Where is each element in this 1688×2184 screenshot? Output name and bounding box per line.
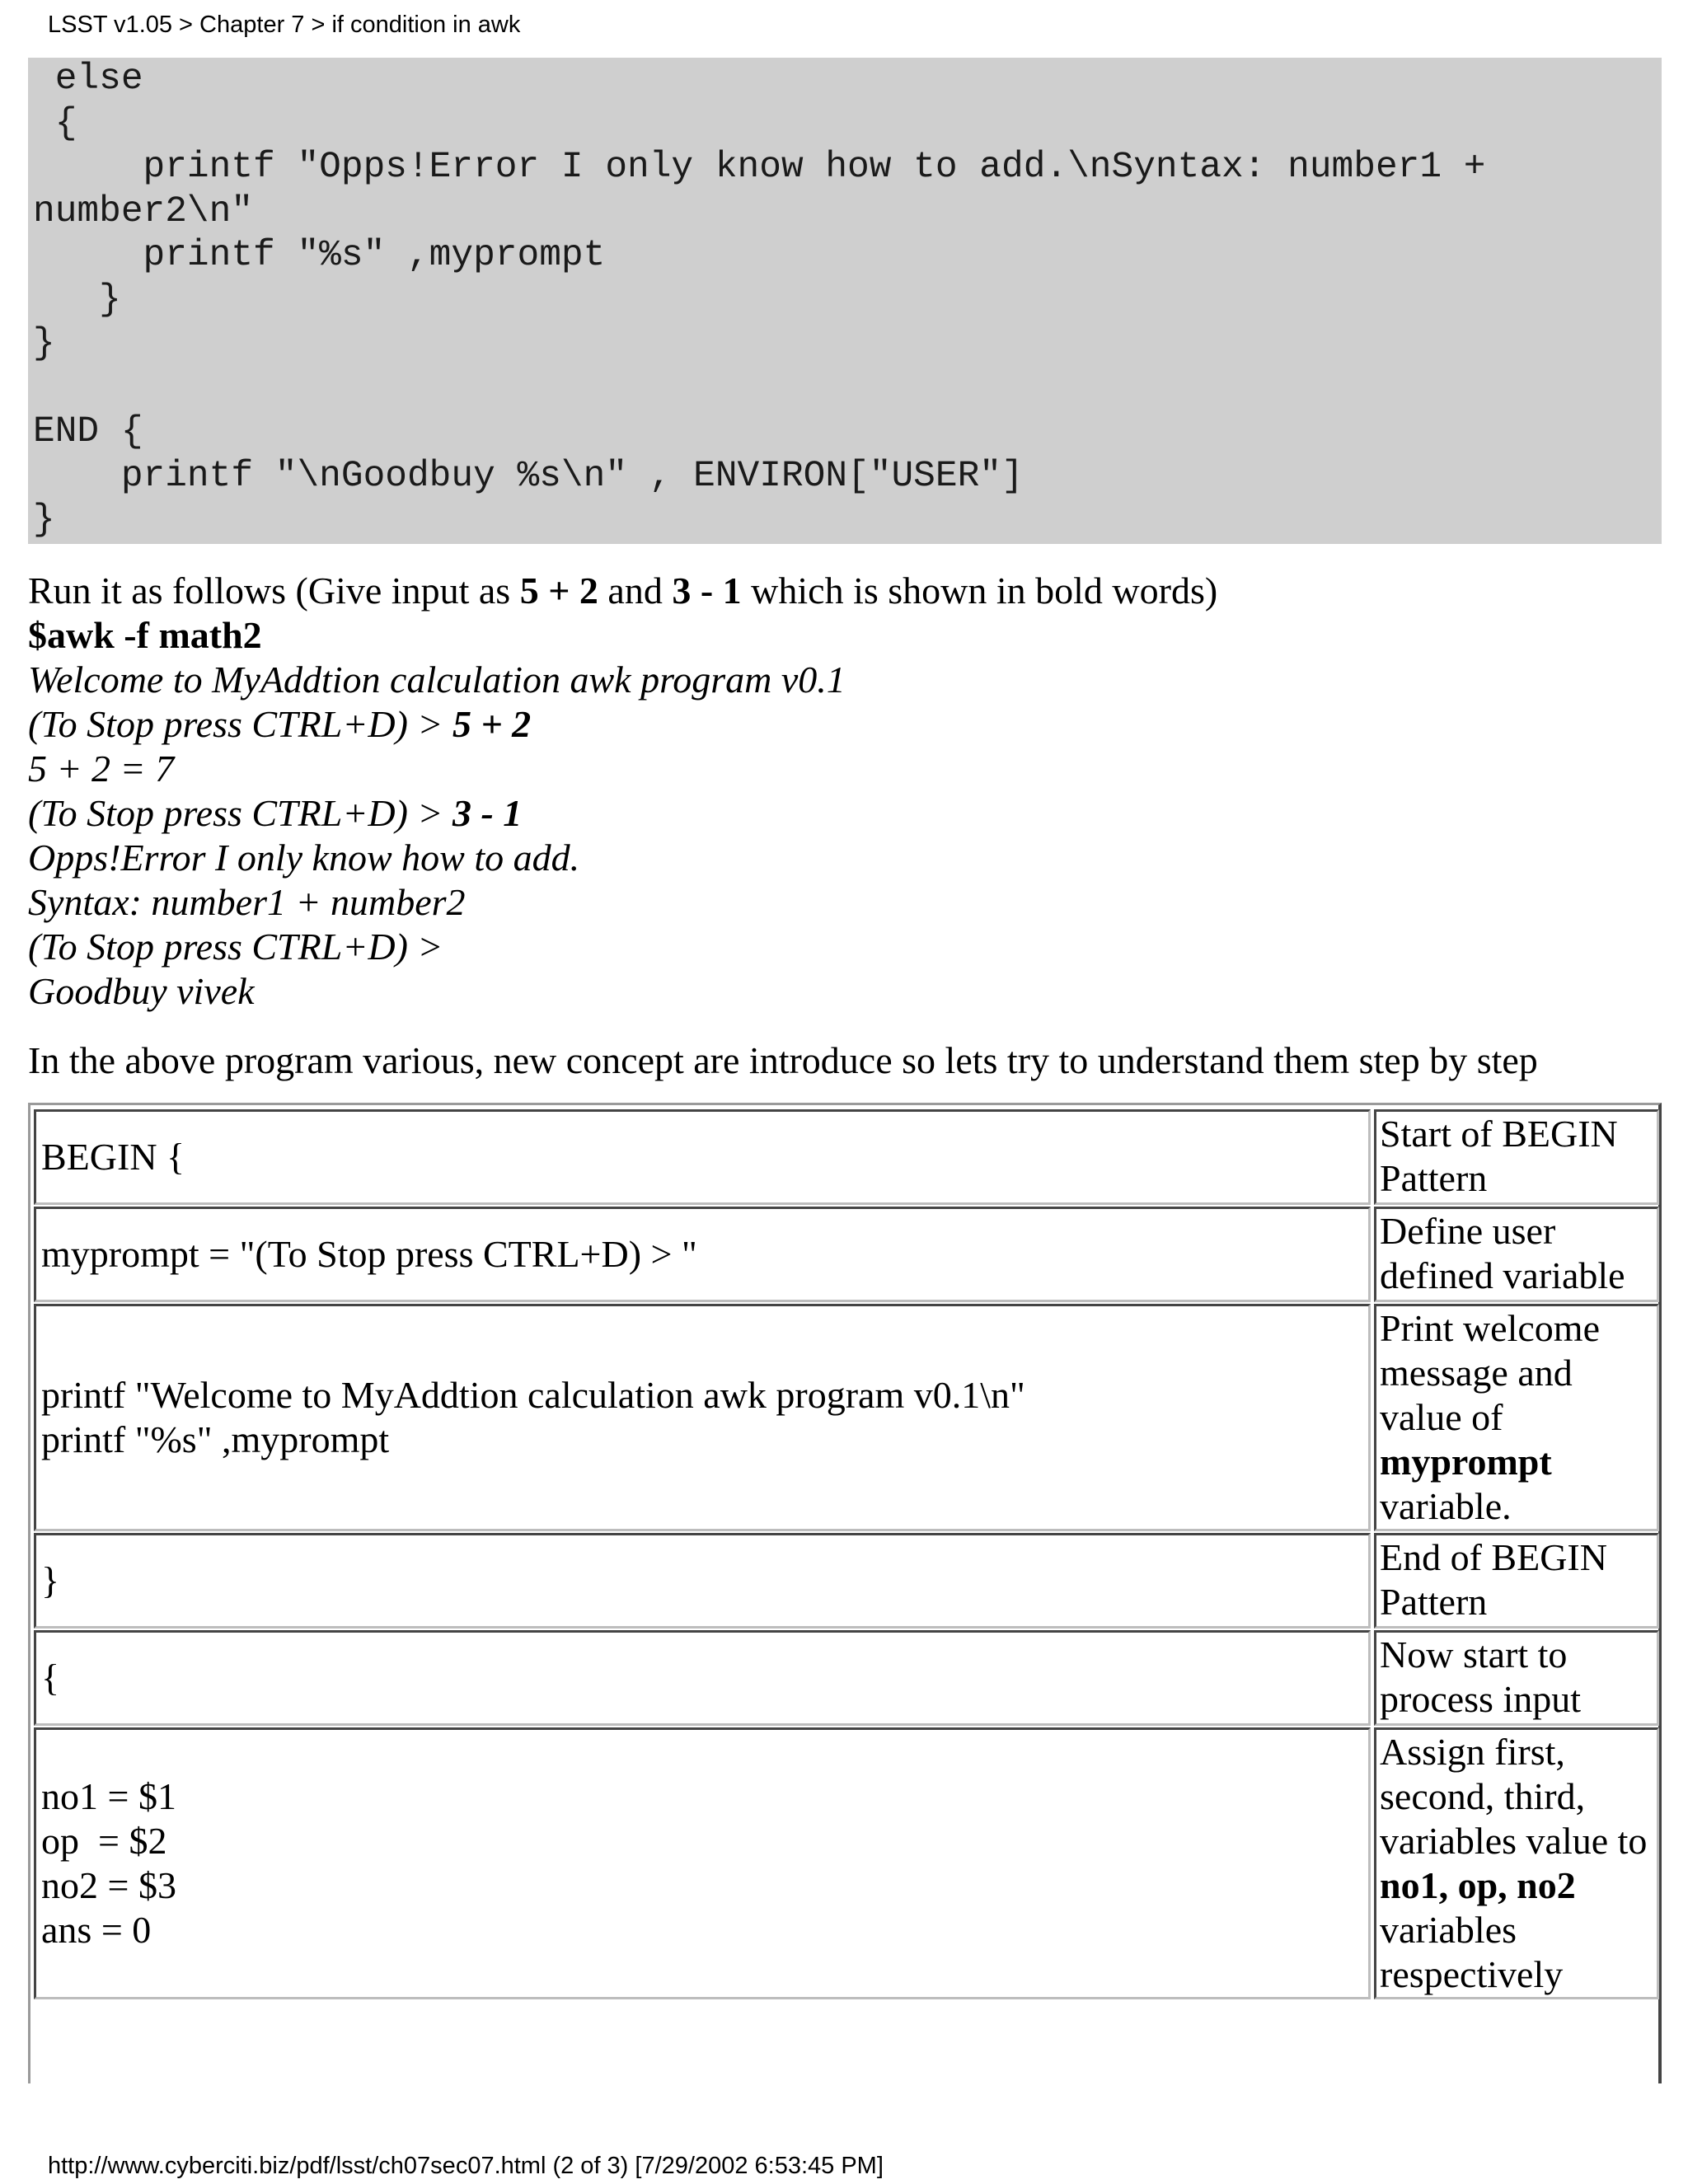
prompt-input: 3 - 1 (452, 792, 523, 834)
cell-code-text: { (41, 1657, 60, 1699)
run-intro-input1: 5 + 2 (519, 569, 598, 612)
prompt-text: (To Stop press CTRL+D) > (28, 703, 452, 745)
session-result: 5 + 2 = 7 (28, 748, 175, 790)
explanation-table (28, 1103, 1662, 2083)
desc-suffix: variables respectively (1380, 1909, 1564, 1995)
cell-desc-text: Start of BEGIN Pattern (1380, 1113, 1618, 1199)
prompt-text: (To Stop press CTRL+D) > (28, 792, 452, 834)
cell-desc-text (1380, 1730, 1657, 1997)
session-welcome: Welcome to MyAddtion calculation awk program v0.1 (28, 658, 846, 701)
prompt-input: 5 + 2 (452, 703, 532, 745)
page-footer-url: http://www.cyberciti.biz/pdf/lsst/ch07sec07.html (2 of 3) [7/29/2002 6:53:45 PM] (48, 2153, 884, 2179)
session-error-line-1: Opps!Error I only know how to add. (28, 837, 580, 879)
cell-code-text: printf "Welcome to MyAddtion calculation awk program v0.1\n" printf "%s" ,myprompt (41, 1374, 1025, 1460)
run-instructions (28, 569, 1217, 613)
table-cell-code (34, 1304, 1371, 1531)
desc-suffix: variable. (1380, 1485, 1512, 1527)
table-cell-description (1374, 1109, 1659, 1205)
run-intro-suffix: which is shown in bold words) (741, 569, 1218, 612)
cell-desc-text: Now start to process input (1380, 1633, 1582, 1720)
table-cell-description (1374, 1533, 1659, 1629)
table-cell-code (34, 1533, 1371, 1629)
cell-desc-text: Define user defined variable (1380, 1210, 1625, 1296)
run-intro-prefix: Run it as follows (Give input as (28, 569, 520, 612)
code-listing-text: else { printf "Opps!Error I only know how to add.\nSyntax: number1 + number2\n" printf "%s" ,myprompt } } END { printf "\nGoodbuy %s\n" , ENVIRON["USER"] } (33, 59, 1486, 541)
session-goodbye: Goodbuy vivek (28, 970, 255, 1012)
table-cell-code (34, 1207, 1371, 1302)
table-cell-description (1374, 1207, 1659, 1302)
desc-prefix: Assign first, second, third, variables value to (1380, 1731, 1648, 1862)
desc-prefix: Print welcome message and value of (1380, 1307, 1600, 1438)
run-command: $awk -f math2 (28, 614, 262, 656)
table-cell-code (34, 1109, 1371, 1205)
desc-bold: myprompt (1380, 1441, 1552, 1483)
cell-code-text: no1 = $1 op = $2 no2 = $3 ans = 0 (41, 1775, 176, 1951)
table-cell-code (34, 1727, 1371, 1999)
explanation-intro: In the above program various, new concept are introduce so lets try to understand them step by step (28, 1039, 1538, 1081)
desc-bold: no1, op, no2 (1380, 1864, 1576, 1906)
cell-code-text: } (41, 1559, 60, 1601)
table-cell-description (1374, 1304, 1659, 1531)
run-intro-mid: and (598, 569, 673, 612)
cell-desc-text (1380, 1306, 1657, 1529)
table-cell-code (34, 1630, 1371, 1726)
page-header-breadcrumb: LSST v1.05 > Chapter 7 > if condition in awk (48, 12, 521, 38)
code-listing-block (28, 58, 1662, 544)
run-intro-input2: 3 - 1 (672, 569, 742, 612)
cell-code-text: BEGIN { (41, 1136, 185, 1178)
table-cell-description (1374, 1630, 1659, 1726)
cell-code-text: myprompt = "(To Stop press CTRL+D) > " (41, 1233, 697, 1275)
session-error-line-2: Syntax: number1 + number2 (28, 881, 466, 923)
session-prompt-2 (28, 791, 522, 836)
session-prompt-1 (28, 702, 531, 747)
table-cell-description (1374, 1727, 1659, 1999)
cell-desc-text: End of BEGIN Pattern (1380, 1536, 1607, 1623)
session-prompt-3: (To Stop press CTRL+D) > (28, 926, 443, 968)
